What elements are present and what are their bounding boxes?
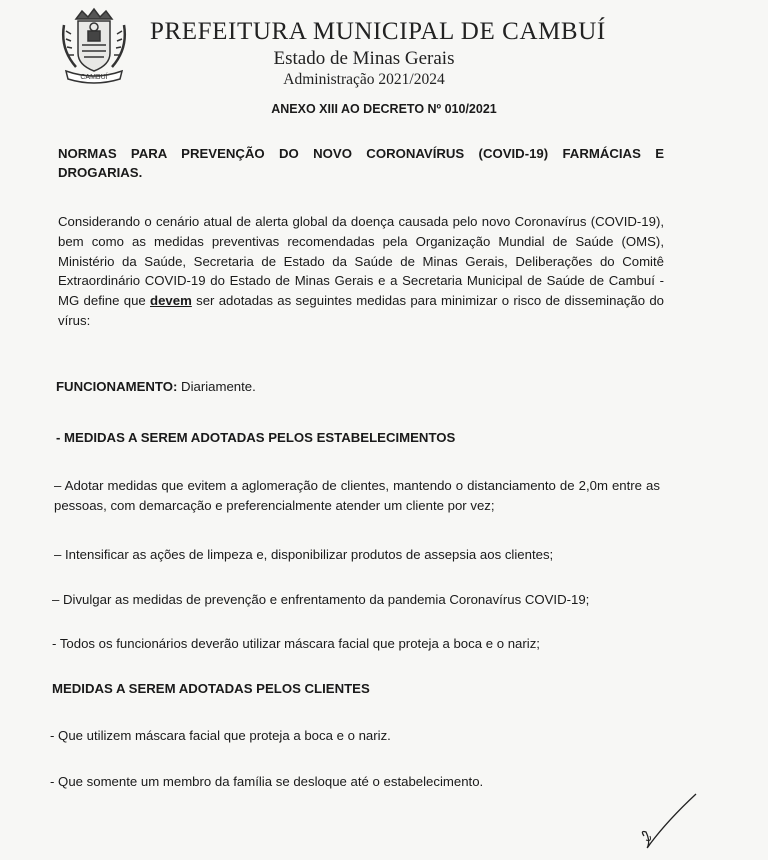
intro-text-start: Considerando o cenário atual de alerta global da doença causada pelo novo Coronavírus (COVID-19), bem como as medidas preventivas recomendadas pela Organização Mundial de Saúde (OMS), Ministério da Saúde, Secretaria de Estado da Saúde de Minas Gerais, Deliberações do Comitê Extraordinário COVID-19 do Estado de Minas Gerais e a Secretaria Municipal de Saúde de Cambuí - MG define que bbox=[58, 214, 664, 309]
normas-title: NORMAS PARA PREVENÇÃO DO NOVO CORONAVÍRUS (COVID-19) FARMÁCIAS E DROGARIAS. bbox=[58, 146, 664, 180]
estabelecimentos-heading: - MEDIDAS A SEREM ADOTADAS PELOS ESTABELECIMENTOS bbox=[56, 430, 456, 445]
clientes-heading: MEDIDAS A SEREM ADOTADAS PELOS CLIENTES bbox=[52, 681, 370, 696]
funcionamento-label: FUNCIONAMENTO: bbox=[56, 379, 178, 394]
municipal-coat-of-arms bbox=[54, 5, 134, 85]
municipality-title: PREFEITURA MUNICIPAL DE CAMBUÍ bbox=[150, 18, 606, 45]
list-item: - Que utilizem máscara facial que proteja a boca e o nariz. bbox=[50, 728, 391, 743]
list-item: - Todos os funcionários deverão utilizar máscara facial que proteja a boca e o nariz; bbox=[52, 636, 540, 651]
intro-text-end: ser adotadas as seguintes medidas para minimizar o risco de disseminação do vírus: bbox=[58, 293, 664, 328]
list-item: – Intensificar as ações de limpeza e, disponibilizar produtos de assepsia aos clientes; bbox=[54, 547, 554, 562]
crest-label: CAMBUÍ bbox=[80, 74, 108, 81]
letterhead bbox=[150, 18, 606, 90]
funcionamento-value: Diariamente. bbox=[177, 379, 256, 394]
signature bbox=[638, 790, 708, 850]
annex-title: ANEXO XIII AO DECRETO Nº 010/2021 bbox=[271, 102, 497, 116]
intro-paragraph bbox=[58, 212, 664, 331]
list-item: – Adotar medidas que evitem a aglomeração de clientes, mantendo o distanciamento de 2,0m entre as pessoas, com demarcação e preferencialmente atender um cliente por vez; bbox=[54, 478, 660, 513]
funcionamento-line bbox=[56, 377, 256, 396]
intro-emphasis: devem bbox=[150, 293, 192, 309]
state-name: Estado de Minas Gerais bbox=[273, 48, 455, 69]
administration-period: Administração 2021/2024 bbox=[283, 71, 445, 88]
list-item: – Divulgar as medidas de prevenção e enfrentamento da pandemia Coronavírus COVID-19; bbox=[52, 592, 590, 607]
list-item: - Que somente um membro da família se desloque até o estabelecimento. bbox=[50, 774, 484, 789]
